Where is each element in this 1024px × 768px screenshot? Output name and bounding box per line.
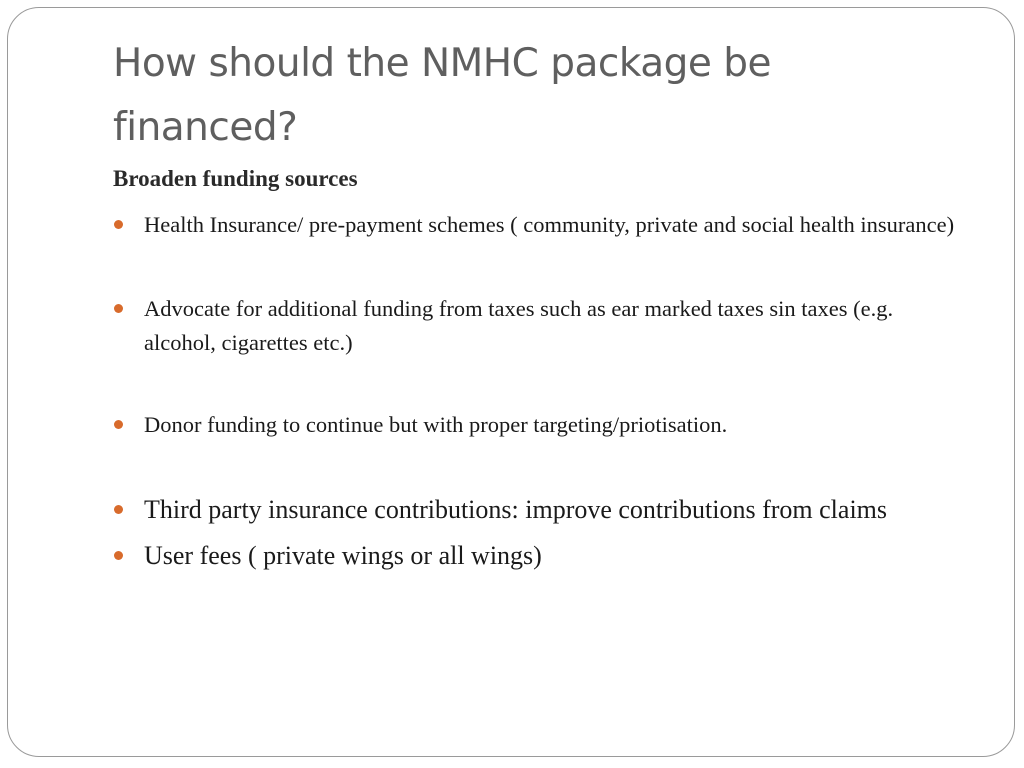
- bullet-item: [110, 208, 970, 242]
- bullet-text: Health Insurance/ pre-payment schemes ( community, private and social health insurance): [144, 212, 955, 237]
- bullet-item: [110, 292, 970, 360]
- section-heading: Broaden funding sources: [113, 166, 358, 191]
- bullet-dot-icon: [114, 551, 123, 560]
- bullet-dot-icon: [114, 420, 123, 429]
- bullet-item: [110, 492, 970, 528]
- bullet-text: Advocate for additional funding from taxes such as ear marked taxes sin taxes (e.g. alcohol, cigarettes etc.): [144, 296, 894, 355]
- bullet-dot-icon: [114, 505, 123, 514]
- bullet-list: [110, 208, 970, 574]
- slide-title: How should the NMHC package be financed?: [113, 41, 772, 150]
- bullet-dot-icon: [114, 220, 123, 229]
- bullet-dot-icon: [114, 304, 123, 313]
- bullet-item: [110, 538, 970, 574]
- bullet-text: Third party insurance contributions: improve contributions from claims: [144, 495, 888, 524]
- bullet-text: User fees ( private wings or all wings): [144, 541, 542, 570]
- bullet-text: Donor funding to continue but with proper targeting/priotisation.: [144, 412, 728, 437]
- bullet-item: [110, 408, 970, 442]
